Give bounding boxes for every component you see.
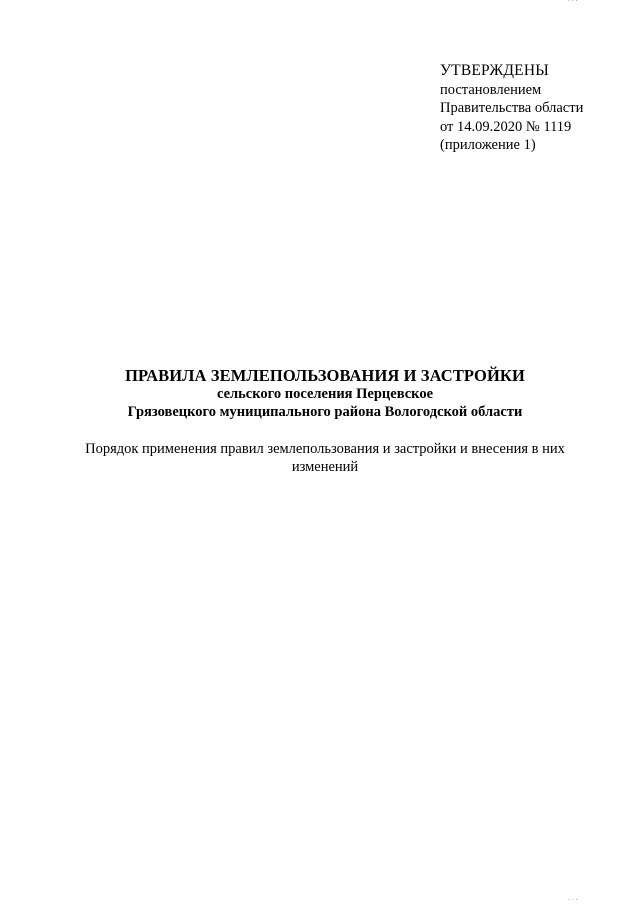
procedure-subtitle [60, 440, 590, 476]
procedure-line-2: изменений [291, 459, 359, 475]
approval-stamp [440, 62, 583, 155]
scan-mark-bottom: · · · [568, 897, 578, 904]
approved-heading: УТВЕРЖДЕНЫ [440, 62, 549, 79]
document-title [0, 366, 640, 421]
procedure-line-1: Порядок применения правил землепользования и застройки и внесения в них [85, 441, 565, 457]
approval-line-1: постановлением [440, 81, 542, 98]
title-district: Грязовецкого муниципального района Вологодской области [127, 404, 523, 420]
approval-line-4: (приложение 1) [440, 137, 536, 153]
approval-line-2: Правительства области [440, 100, 584, 116]
scan-mark-top: · · · [568, 0, 578, 5]
approval-line-3: от 14.09.2020 № 1119 [440, 118, 572, 135]
title-main: ПРАВИЛА ЗЕМЛЕПОЛЬЗОВАНИЯ И ЗАСТРОЙКИ [125, 366, 525, 385]
title-settlement: сельского поселения Перцевское [216, 386, 434, 402]
